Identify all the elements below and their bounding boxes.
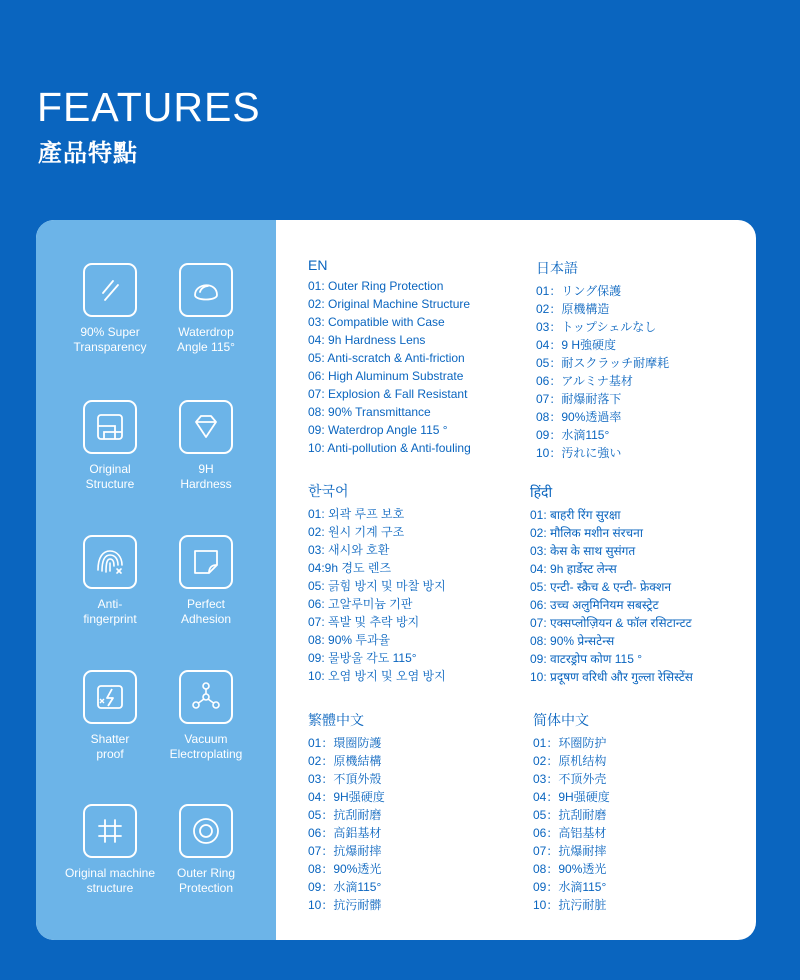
diamond-icon bbox=[179, 400, 233, 454]
lang-list-item: 01: Outer Ring Protection bbox=[308, 279, 444, 293]
lang-list-item: 04:9h 경도 렌즈 bbox=[308, 561, 392, 575]
waterdrop-icon bbox=[179, 263, 233, 317]
lang-section-zh-cn bbox=[533, 710, 610, 914]
feature-transparency bbox=[55, 263, 165, 355]
lang-list-item: 08：90%透光 bbox=[533, 862, 607, 876]
adhesion-icon bbox=[179, 535, 233, 589]
structure-icon bbox=[83, 400, 137, 454]
lang-list-item: 03: Compatible with Case bbox=[308, 315, 445, 329]
feature-waterdrop bbox=[151, 263, 261, 355]
feature-perfect-adhesion bbox=[151, 535, 261, 627]
lang-list-item: 01：環圈防護 bbox=[308, 736, 382, 750]
lang-heading: 繁體中文 bbox=[308, 712, 364, 728]
feature-outer-ring-protection bbox=[151, 804, 261, 896]
lang-section-ja bbox=[536, 258, 669, 462]
lang-list bbox=[533, 734, 610, 914]
lang-heading: 日本語 bbox=[536, 260, 578, 276]
lang-list-item: 07: एक्सप्लोज़ियन & फॉल रसिटान्टट bbox=[530, 616, 692, 630]
lang-list-item: 02: 원시 기계 구조 bbox=[308, 525, 405, 539]
lang-list-item: 09：水滴115° bbox=[308, 880, 382, 894]
lang-list-item: 02: मौलिक मशीन संरचना bbox=[530, 526, 643, 540]
feature-9h-hardness bbox=[151, 400, 261, 492]
feature-icons-panel bbox=[36, 220, 276, 940]
lang-list-item: 10：抗污耐脏 bbox=[533, 898, 607, 912]
shatter-icon bbox=[83, 670, 137, 724]
lang-section-zh-tw bbox=[308, 710, 385, 914]
lang-list-item: 01：リング保護 bbox=[536, 284, 622, 298]
lang-list-item: 06：高鋁基材 bbox=[308, 826, 382, 840]
lang-list-item: 10：汚れに強い bbox=[536, 446, 622, 460]
feature-shatter-proof bbox=[55, 670, 165, 762]
feature-label: Waterdrop Angle 115° bbox=[177, 325, 235, 354]
lang-section-en bbox=[308, 257, 471, 457]
lang-list-item: 06: उच्च अलुमिनियम सबस्ट्रेट bbox=[530, 598, 659, 612]
feature-original-structure bbox=[55, 400, 165, 492]
feature-label: Outer Ring Protection bbox=[176, 866, 236, 895]
lang-list-item: 06: 고알루미늄 기판 bbox=[308, 597, 413, 611]
lang-list bbox=[308, 505, 446, 685]
lang-list-item: 05: Anti-scratch & Anti-friction bbox=[308, 351, 465, 365]
lang-list-item: 09：水滴115° bbox=[536, 428, 610, 442]
lang-heading: 简体中文 bbox=[533, 712, 589, 728]
lang-list-item: 01：环圈防护 bbox=[533, 736, 607, 750]
lang-list-item: 05：抗刮耐磨 bbox=[308, 808, 382, 822]
lang-list-item: 05: एन्टी- स्क्रैच & एन्टी- फ्रेक्शन bbox=[530, 580, 672, 594]
slash-lines-icon bbox=[83, 263, 137, 317]
feature-label: 90% Super Transparency bbox=[73, 325, 147, 354]
lang-list-item: 03: 새시와 호환 bbox=[308, 543, 390, 557]
lang-list-item: 03：不頂外殼 bbox=[308, 772, 382, 786]
lang-list-item: 09: Waterdrop Angle 115 ° bbox=[308, 423, 448, 437]
lang-list-item: 07: Explosion & Fall Resistant bbox=[308, 387, 468, 401]
lang-list-item: 05：耐スクラッチ耐摩耗 bbox=[536, 356, 670, 370]
feature-label: Vacuum Electroplating bbox=[169, 732, 243, 761]
lang-list-item: 05：抗刮耐磨 bbox=[533, 808, 607, 822]
lang-list bbox=[308, 734, 385, 914]
lang-list-item: 07: 폭발 및 추락 방지 bbox=[308, 615, 420, 629]
lang-list-item: 01: बाहरी रिंग सुरक्षा bbox=[530, 508, 621, 522]
lang-list-item: 02：原機構造 bbox=[536, 302, 610, 316]
lang-list-item: 07：耐爆耐落下 bbox=[536, 392, 622, 406]
lang-list-item: 03：トップシェルなし bbox=[536, 320, 657, 334]
lang-list-item: 02: Original Machine Structure bbox=[308, 297, 471, 311]
lang-list-item: 04：9 H強硬度 bbox=[536, 338, 617, 352]
lang-list-item: 06: High Aluminum Substrate bbox=[308, 369, 464, 383]
lang-list-item: 07：抗爆耐摔 bbox=[308, 844, 382, 858]
ring-icon bbox=[179, 804, 233, 858]
lang-list-item: 03：不顶外壳 bbox=[533, 772, 607, 786]
lang-list-item: 04：9H强硬度 bbox=[533, 790, 610, 804]
lang-list-item: 06：高铝基材 bbox=[533, 826, 607, 840]
lang-list-item: 02：原机结构 bbox=[533, 754, 607, 768]
lang-list bbox=[308, 277, 471, 457]
page-subtitle: 產品特點 bbox=[38, 139, 138, 167]
feature-label: 9H Hardness bbox=[180, 462, 232, 491]
lang-list-item: 05: 긁힘 방지 및 마찰 방지 bbox=[308, 579, 446, 593]
lang-list-item: 08: 90% प्रेन्सटेन्स bbox=[530, 634, 615, 648]
feature-label: Original Structure bbox=[85, 462, 135, 491]
feature-label: Original machine structure bbox=[64, 866, 156, 895]
lang-section-ko bbox=[308, 481, 446, 685]
lang-list bbox=[530, 506, 693, 686]
lang-list-item: 02：原機結構 bbox=[308, 754, 382, 768]
lang-heading: हिंदी bbox=[530, 484, 553, 500]
lang-list-item: 04: 9h हार्डेस्ट लेन्स bbox=[530, 562, 617, 576]
feature-label: Perfect Adhesion bbox=[180, 597, 232, 626]
page-title: FEATURES bbox=[37, 84, 261, 130]
lang-list-item: 08: 90% Transmittance bbox=[308, 405, 431, 419]
feature-label: Shatter proof bbox=[90, 732, 130, 761]
feature-original-machine-structure bbox=[55, 804, 165, 896]
feature-vacuum-electroplating bbox=[151, 670, 261, 762]
feature-label: Anti- fingerprint bbox=[83, 597, 137, 626]
lang-list-item: 09: वाटरड्रोप कोण 115 ° bbox=[530, 652, 643, 666]
hash-icon bbox=[83, 804, 137, 858]
lang-list-item: 10: प्रदूषण वरिधी और गुल्ला रेसिस्टेंस bbox=[530, 670, 693, 684]
molecule-icon bbox=[179, 670, 233, 724]
lang-list-item: 01: 외곽 루프 보호 bbox=[308, 507, 405, 521]
lang-list-item: 09: 물방울 각도 115° bbox=[308, 651, 417, 665]
lang-list-item: 06：アルミナ基材 bbox=[536, 374, 633, 388]
lang-list-item: 08：90%透過率 bbox=[536, 410, 622, 424]
lang-list-item: 08: 90% 투과율 bbox=[308, 633, 391, 647]
fingerprint-icon bbox=[83, 535, 137, 589]
lang-list-item: 07：抗爆耐摔 bbox=[533, 844, 607, 858]
lang-list bbox=[536, 282, 669, 462]
lang-list-item: 03: केस के साथ सुसंगत bbox=[530, 544, 636, 558]
feature-anti-fingerprint bbox=[55, 535, 165, 627]
lang-heading: 한국어 bbox=[308, 483, 349, 499]
lang-list-item: 10: Anti-pollution & Anti-fouling bbox=[308, 441, 471, 455]
lang-list-item: 10: 오염 방지 및 오염 방지 bbox=[308, 669, 446, 683]
lang-list-item: 09：水滴115° bbox=[533, 880, 607, 894]
lang-section-hi bbox=[530, 483, 693, 686]
lang-list-item: 04：9H强硬度 bbox=[308, 790, 385, 804]
lang-list-item: 04: 9h Hardness Lens bbox=[308, 333, 426, 347]
lang-list-item: 08：90%透光 bbox=[308, 862, 382, 876]
lang-list-item: 10：抗污耐髒 bbox=[308, 898, 382, 912]
lang-heading: EN bbox=[308, 257, 328, 273]
features-card bbox=[36, 220, 756, 940]
